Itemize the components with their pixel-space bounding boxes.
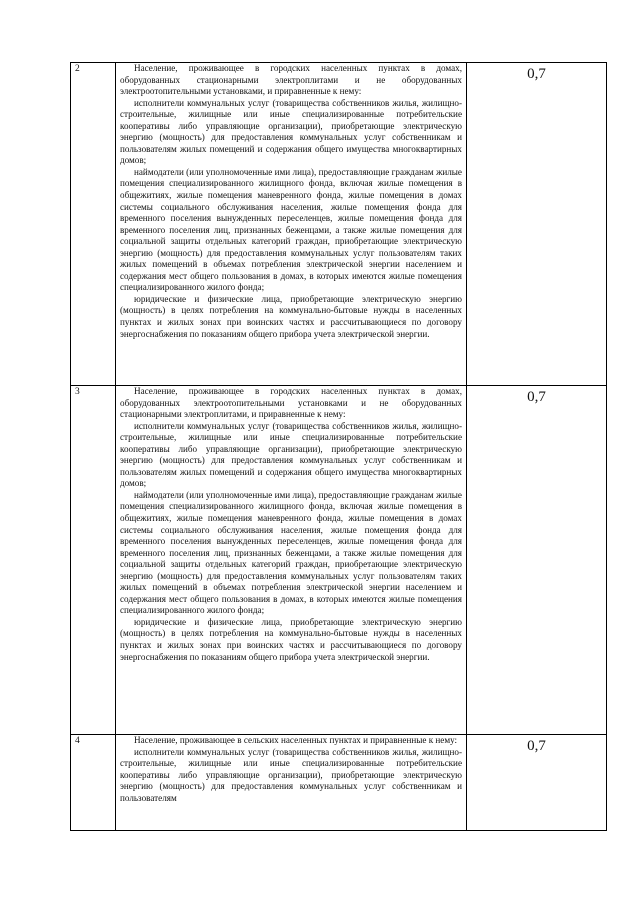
tariff-table (70, 62, 607, 831)
consumer-group-paragraph: Население, проживающее в городских населенных пунктах в домах, оборудованных электроотопительными установками и не оборудованных стационарными электроплитами, и приравненные к нему: (120, 386, 462, 420)
consumer-group-paragraph: наймодатели (или уполномоченные ими лица), предоставляющие гражданам жилые помещения специализированного жилищного фонда, включая жилые помещения в общежитиях, жилые помещения маневренного фонда, жилые помещения в домах системы социального обслуживания населения, жилые помещения фонда для временного поселения вынужденных переселенцев, жилые помещения фонда для временного поселения лиц, признанных беженцами, а также жилые помещения для социальной защиты отдельных категорий граждан, приобретающие электрическую энергию (мощность) для предоставления коммунальных услуг пользователям таких жилых помещений в объемах потребления электрической энергии населением и содержания мест общего пользования в домах, в которых имеются жилые помещения специализированного жилого фонда; (120, 489, 462, 616)
table-row (71, 386, 607, 735)
row-description (116, 386, 467, 735)
consumer-group-paragraph: исполнители коммунальных услуг (товарищества собственников жилья, жилищно-строительные, жилищные или иные специализированные потребительские кооперативы либо управляющие организации), приобретающие электрическую энергию (мощность) для предоставления коммунальных услуг собственникам и пользователям жилых помещений и содержания общего имущества многоквартирных домов; (120, 97, 462, 166)
consumer-group-paragraph: Население, проживающее в городских населенных пунктах в домах, оборудованных стационарными электроплитами и не оборудованных электроотопительными установками, и приравненные к нему: (120, 63, 462, 97)
consumer-group-paragraph: наймодатели (или уполномоченные ими лица), предоставляющие гражданам жилые помещения специализированного жилищного фонда, включая жилые помещения в общежитиях, жилые помещения маневренного фонда, жилые помещения в домах системы социального обслуживания населения, жилые помещения фонда для временного поселения вынужденных переселенцев, жилые помещения фонда для временного поселения лиц, признанных беженцами, а также жилые помещения для социальной защиты отдельных категорий граждан, приобретающие электрическую энергию (мощность) для предоставления коммунальных услуг пользователям таких жилых помещений в объемах потребления электрической энергии населением и содержания мест общего пользования в домах, в которых имеются жилые помещения специализированного жилого фонда; (120, 166, 462, 293)
consumer-group-paragraph: исполнители коммунальных услуг (товарищества собственников жилья, жилищно-строительные, жилищные или иные специализированные потребительские кооперативы либо управляющие организации), приобретающие электрическую энергию (мощность) для предоставления коммунальных услуг собственникам и пользователям жилых помещений и содержания общего имущества многоквартирных домов; (120, 420, 462, 489)
table-row (71, 735, 607, 831)
row-coefficient: 0,7 (467, 386, 607, 735)
row-number: 3 (71, 386, 116, 735)
consumer-group-paragraph: юридические и физические лица, приобретающие электрическую энергию (мощность) в целях потребления на коммунально-бытовые нужды в населенных пунктах и жилых зонах при воинских частях и рассчитывающиеся по договору энергоснабжения по показаниям общего прибора учета электрической энергии. (120, 293, 462, 339)
consumer-group-paragraph: юридические и физические лица, приобретающие электрическую энергию (мощность) в целях потребления на коммунально-бытовые нужды в населенных пунктах и жилых зонах при воинских частях и рассчитывающиеся по договору энергоснабжения по показаниям общего прибора учета электрической энергии. (120, 616, 462, 662)
row-number: 2 (71, 63, 116, 386)
row-coefficient: 0,7 (467, 735, 607, 831)
consumer-group-paragraph: Население, проживающее в сельских населенных пунктах и приравненные к нему: (134, 735, 458, 745)
row-number: 4 (71, 735, 116, 831)
row-description (116, 63, 467, 386)
row-description (116, 735, 467, 831)
table-row (71, 63, 607, 386)
consumer-group-paragraph: исполнители коммунальных услуг (товарищества собственников жилья, жилищно-строительные, жилищные или иные специализированные потребительские кооперативы либо управляющие организации), приобретающие электрическую энергию (мощность) для предоставления коммунальных услуг собственникам и пользователям (120, 746, 462, 803)
row-coefficient: 0,7 (467, 63, 607, 386)
